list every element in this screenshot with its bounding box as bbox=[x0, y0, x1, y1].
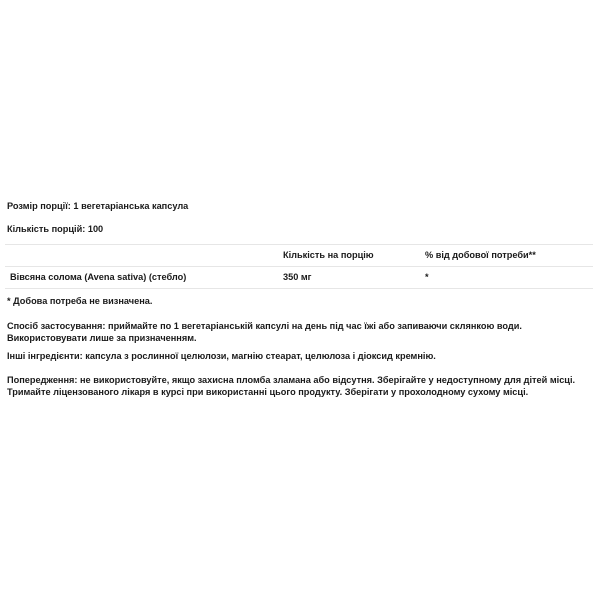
ingredient-name: Вівсяна солома (Avena sativa) (стебло) bbox=[10, 272, 187, 282]
usage-line-2: Використовувати лише за призначенням. bbox=[7, 333, 197, 343]
supplement-facts-table bbox=[5, 244, 593, 289]
header-amount-per-serving: Кількість на порцію bbox=[283, 250, 374, 260]
header-daily-value: % від добової потреби** bbox=[425, 250, 536, 260]
ingredient-daily-value: * bbox=[425, 272, 429, 282]
usage-line-1: Спосіб застосування: приймайте по 1 вегетаріанській капсулі на день під час їжі або запиваючи склянкою води. bbox=[7, 321, 522, 331]
servings-count: Кількість порцій: 100 bbox=[7, 224, 104, 234]
daily-value-footnote: * Добова потреба не визначена. bbox=[7, 296, 153, 306]
usage-instructions bbox=[7, 320, 522, 344]
serving-size: Розмір порції: 1 вегетаріанська капсула bbox=[7, 201, 189, 211]
table-header-row bbox=[5, 244, 593, 266]
ingredient-amount: 350 мг bbox=[283, 272, 312, 282]
warning-line-2: Тримайте ліцензованого лікаря в курсі при використанні цього продукту. Зберігати у прохолодному сухому місці. bbox=[7, 387, 529, 397]
other-ingredients: Інші інгредієнти: капсула з рослинної целюлози, магнію стеарат, целюлоза і діоксид кремнію. bbox=[7, 351, 436, 361]
warning-text bbox=[7, 374, 575, 398]
warning-line-1: Попередження: не використовуйте, якщо захисна пломба зламана або відсутня. Зберігайте у недоступному для дітей місці. bbox=[7, 375, 576, 385]
table-row bbox=[5, 266, 593, 289]
